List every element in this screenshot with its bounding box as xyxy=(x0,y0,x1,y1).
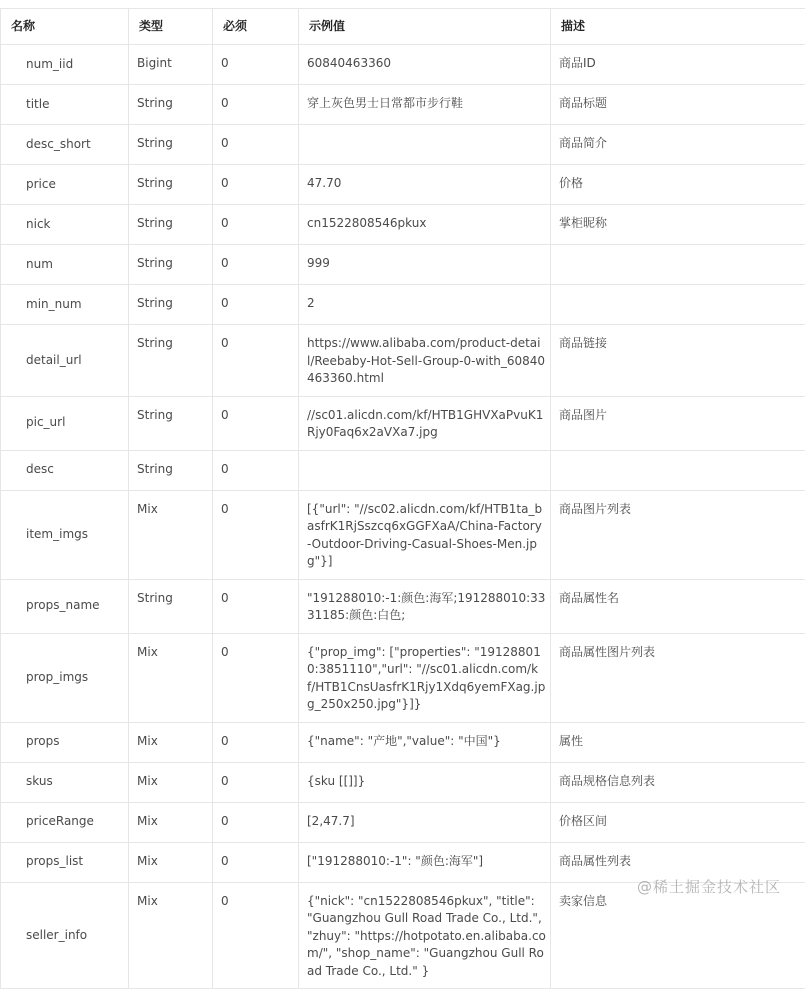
field-example-cell-text xyxy=(299,125,550,143)
field-required-cell-text: 0 xyxy=(213,580,298,616)
field-name-cell xyxy=(1,165,129,205)
field-type-cell-text: String xyxy=(129,325,212,361)
field-type-cell xyxy=(129,882,213,989)
table-row xyxy=(1,285,805,325)
field-description-cell xyxy=(551,490,805,579)
field-example-cell xyxy=(299,450,551,490)
field-example-cell-text: {"nick": "cn1522808546pkux", "title": "Guangzhou Gull Road Trade Co., Ltd.", "zhuy": "https://hotpotato.en.alibaba.com/", "shop_name": "Guangzhou Gull Road Trade Co., Ltd." } xyxy=(299,883,550,989)
table-row xyxy=(1,762,805,802)
field-required-cell xyxy=(213,165,299,205)
field-example-cell xyxy=(299,842,551,882)
field-description-cell xyxy=(551,882,805,989)
field-type-cell xyxy=(129,125,213,165)
field-example-cell-text: 2 xyxy=(299,285,550,321)
field-example-cell-text: https://www.alibaba.com/product-detail/Reebaby-Hot-Sell-Group-0-with_60840463360.html xyxy=(299,325,550,396)
table-row xyxy=(1,882,805,989)
field-required-cell xyxy=(213,45,299,85)
field-name-cell-text: price xyxy=(1,176,128,194)
field-type-cell-text: String xyxy=(129,245,212,281)
field-required-cell xyxy=(213,802,299,842)
field-type-cell-text: Mix xyxy=(129,491,212,527)
field-description-cell-text: 商品ID xyxy=(551,45,805,81)
table-row xyxy=(1,396,805,450)
field-type-cell-text: Bigint xyxy=(129,45,212,81)
field-required-cell xyxy=(213,325,299,397)
field-type-cell xyxy=(129,842,213,882)
field-example-cell-text: cn1522808546pkux xyxy=(299,205,550,241)
field-example-cell xyxy=(299,245,551,285)
table-row xyxy=(1,325,805,397)
field-description-cell xyxy=(551,762,805,802)
field-example-cell-text: 999 xyxy=(299,245,550,281)
field-type-cell-text: String xyxy=(129,205,212,241)
field-type-cell-text: String xyxy=(129,85,212,121)
field-required-cell-text: 0 xyxy=(213,763,298,799)
field-name-cell-text: seller_info xyxy=(1,927,128,945)
field-description-cell-text: 商品属性列表 xyxy=(551,843,805,879)
field-example-cell-text: {sku [[]]} xyxy=(299,763,550,799)
field-name-cell-text: props xyxy=(1,733,128,751)
field-example-cell-text: 47.70 xyxy=(299,165,550,201)
table-row xyxy=(1,85,805,125)
table-row xyxy=(1,490,805,579)
field-name-cell-text: pic_url xyxy=(1,414,128,432)
field-example-cell xyxy=(299,85,551,125)
field-name-cell xyxy=(1,245,129,285)
field-required-cell xyxy=(213,579,299,633)
field-required-cell xyxy=(213,490,299,579)
field-required-cell-text: 0 xyxy=(213,165,298,201)
field-description-cell-text: 商品标题 xyxy=(551,85,805,121)
field-required-cell xyxy=(213,882,299,989)
field-name-cell xyxy=(1,579,129,633)
table-row xyxy=(1,205,805,245)
field-name-cell-text: desc xyxy=(1,461,128,479)
field-name-cell xyxy=(1,450,129,490)
field-type-cell-text: Mix xyxy=(129,723,212,759)
field-required-cell xyxy=(213,396,299,450)
header-example: 示例值 xyxy=(299,9,551,45)
field-required-cell xyxy=(213,245,299,285)
field-required-cell xyxy=(213,125,299,165)
field-example-cell xyxy=(299,722,551,762)
field-description-cell-text: 商品图片 xyxy=(551,397,805,433)
field-example-cell-text: "191288010:-1:颜色:海军;191288010:3331185:颜色:白色; xyxy=(299,580,550,633)
field-description-cell-text: 商品属性图片列表 xyxy=(551,634,805,670)
field-example-cell-text: [2,47.7] xyxy=(299,803,550,839)
field-example-cell-text: 60840463360 xyxy=(299,45,550,81)
field-description-cell-text: 商品简介 xyxy=(551,125,805,161)
field-name-cell xyxy=(1,490,129,579)
field-description-cell-text xyxy=(551,451,805,469)
field-required-cell-text: 0 xyxy=(213,325,298,361)
field-example-cell xyxy=(299,285,551,325)
field-name-cell xyxy=(1,722,129,762)
field-description-cell xyxy=(551,125,805,165)
field-name-cell xyxy=(1,45,129,85)
field-required-cell xyxy=(213,450,299,490)
field-description-cell xyxy=(551,450,805,490)
field-description-cell-text: 卖家信息 xyxy=(551,883,805,919)
field-required-cell-text: 0 xyxy=(213,205,298,241)
field-required-cell-text: 0 xyxy=(213,85,298,121)
table-header-row xyxy=(1,9,805,45)
field-example-cell xyxy=(299,633,551,722)
field-type-cell xyxy=(129,245,213,285)
field-type-cell xyxy=(129,450,213,490)
field-required-cell-text: 0 xyxy=(213,883,298,919)
table-row xyxy=(1,165,805,205)
field-name-cell-text: priceRange xyxy=(1,813,128,831)
table-row xyxy=(1,450,805,490)
field-description-cell xyxy=(551,205,805,245)
field-type-cell xyxy=(129,579,213,633)
field-name-cell xyxy=(1,325,129,397)
field-type-cell-text: Mix xyxy=(129,763,212,799)
api-field-table xyxy=(0,8,805,989)
field-example-cell-text: {"name": "产地","value": "中国"} xyxy=(299,723,550,759)
header-name: 名称 xyxy=(1,9,129,45)
header-description: 描述 xyxy=(551,9,805,45)
field-required-cell-text: 0 xyxy=(213,397,298,433)
field-description-cell xyxy=(551,85,805,125)
field-type-cell xyxy=(129,285,213,325)
field-type-cell-text: String xyxy=(129,580,212,616)
field-description-cell xyxy=(551,802,805,842)
field-example-cell xyxy=(299,325,551,397)
field-description-cell-text: 商品规格信息列表 xyxy=(551,763,805,799)
field-name-cell xyxy=(1,396,129,450)
field-name-cell-text: nick xyxy=(1,216,128,234)
field-description-cell-text xyxy=(551,245,805,263)
field-example-cell-text: [{"url": "//sc02.alicdn.com/kf/HTB1ta_basfrK1RjSszcq6xGGFXaA/China-Factory-Outdoor-Driving-Casual-Shoes-Men.jpg"}] xyxy=(299,491,550,579)
field-type-cell xyxy=(129,762,213,802)
field-name-cell xyxy=(1,762,129,802)
field-name-cell xyxy=(1,802,129,842)
field-type-cell-text: Mix xyxy=(129,634,212,670)
field-name-cell-text: props_list xyxy=(1,853,128,871)
table-row xyxy=(1,579,805,633)
field-description-cell-text: 商品图片列表 xyxy=(551,491,805,527)
field-example-cell xyxy=(299,579,551,633)
field-required-cell xyxy=(213,842,299,882)
field-required-cell-text: 0 xyxy=(213,634,298,670)
table-row xyxy=(1,802,805,842)
field-example-cell-text xyxy=(299,451,550,469)
table-row xyxy=(1,45,805,85)
field-type-cell-text: String xyxy=(129,397,212,433)
field-name-cell xyxy=(1,205,129,245)
field-type-cell xyxy=(129,490,213,579)
field-description-cell-text: 商品属性名 xyxy=(551,580,805,616)
field-description-cell xyxy=(551,165,805,205)
field-required-cell-text: 0 xyxy=(213,843,298,879)
field-type-cell-text: Mix xyxy=(129,803,212,839)
field-description-cell-text xyxy=(551,285,805,303)
field-type-cell xyxy=(129,802,213,842)
field-type-cell xyxy=(129,45,213,85)
field-description-cell-text: 属性 xyxy=(551,723,805,759)
field-required-cell-text: 0 xyxy=(213,285,298,321)
header-required: 必须 xyxy=(213,9,299,45)
field-type-cell-text: Mix xyxy=(129,883,212,919)
field-type-cell xyxy=(129,85,213,125)
field-type-cell xyxy=(129,722,213,762)
field-example-cell xyxy=(299,762,551,802)
table-row xyxy=(1,633,805,722)
field-description-cell xyxy=(551,245,805,285)
field-description-cell xyxy=(551,722,805,762)
table-row xyxy=(1,125,805,165)
field-type-cell xyxy=(129,165,213,205)
field-name-cell-text: title xyxy=(1,96,128,114)
field-name-cell-text: prop_imgs xyxy=(1,669,128,687)
field-name-cell-text: desc_short xyxy=(1,136,128,154)
field-type-cell-text: String xyxy=(129,165,212,201)
field-description-cell xyxy=(551,285,805,325)
field-name-cell xyxy=(1,633,129,722)
field-description-cell xyxy=(551,396,805,450)
field-required-cell xyxy=(213,633,299,722)
table-row xyxy=(1,245,805,285)
field-example-cell xyxy=(299,45,551,85)
field-example-cell xyxy=(299,882,551,989)
field-required-cell xyxy=(213,762,299,802)
field-description-cell-text: 价格区间 xyxy=(551,803,805,839)
field-required-cell-text: 0 xyxy=(213,245,298,281)
field-name-cell-text: item_imgs xyxy=(1,526,128,544)
field-type-cell-text: String xyxy=(129,125,212,161)
field-name-cell-text: min_num xyxy=(1,296,128,314)
field-example-cell xyxy=(299,205,551,245)
field-type-cell-text: String xyxy=(129,451,212,487)
field-required-cell xyxy=(213,285,299,325)
field-description-cell xyxy=(551,579,805,633)
field-required-cell-text: 0 xyxy=(213,451,298,487)
field-description-cell xyxy=(551,45,805,85)
field-name-cell xyxy=(1,285,129,325)
field-example-cell xyxy=(299,802,551,842)
field-name-cell xyxy=(1,882,129,989)
table-row xyxy=(1,722,805,762)
field-description-cell xyxy=(551,633,805,722)
field-description-cell-text: 掌柜昵称 xyxy=(551,205,805,241)
field-required-cell xyxy=(213,85,299,125)
field-name-cell-text: props_name xyxy=(1,597,128,615)
field-name-cell xyxy=(1,85,129,125)
field-description-cell-text: 商品链接 xyxy=(551,325,805,361)
field-type-cell xyxy=(129,205,213,245)
field-description-cell xyxy=(551,325,805,397)
watermark: @稀土掘金技术社区 xyxy=(637,876,781,897)
field-required-cell xyxy=(213,205,299,245)
field-description-cell-text: 价格 xyxy=(551,165,805,201)
field-type-cell xyxy=(129,633,213,722)
field-example-cell-text: 穿上灰色男士日常都市步行鞋 xyxy=(299,85,550,121)
field-example-cell xyxy=(299,396,551,450)
field-example-cell-text: ["191288010:-1": "颜色:海军"] xyxy=(299,843,550,879)
field-required-cell-text: 0 xyxy=(213,45,298,81)
field-name-cell-text: num xyxy=(1,256,128,274)
field-example-cell-text: //sc01.alicdn.com/kf/HTB1GHVXaPvuK1Rjy0Faq6x2aVXa7.jpg xyxy=(299,397,550,450)
field-type-cell-text: String xyxy=(129,285,212,321)
header-type: 类型 xyxy=(129,9,213,45)
field-name-cell-text: detail_url xyxy=(1,352,128,370)
field-required-cell-text: 0 xyxy=(213,125,298,161)
field-name-cell-text: num_iid xyxy=(1,56,128,74)
field-type-cell-text: Mix xyxy=(129,843,212,879)
field-name-cell-text: skus xyxy=(1,773,128,791)
field-example-cell xyxy=(299,165,551,205)
field-name-cell xyxy=(1,842,129,882)
field-required-cell-text: 0 xyxy=(213,803,298,839)
field-type-cell xyxy=(129,396,213,450)
field-type-cell xyxy=(129,325,213,397)
field-name-cell xyxy=(1,125,129,165)
field-example-cell-text: {"prop_img": ["properties": "191288010:3851110","url": "//sc01.alicdn.com/kf/HTB1CnsUasfrK1Rjy1Xdq6yemFXag.jpg_250x250.jpg"}]} xyxy=(299,634,550,722)
field-required-cell xyxy=(213,722,299,762)
field-required-cell-text: 0 xyxy=(213,723,298,759)
field-required-cell-text: 0 xyxy=(213,491,298,527)
field-example-cell xyxy=(299,490,551,579)
field-example-cell xyxy=(299,125,551,165)
